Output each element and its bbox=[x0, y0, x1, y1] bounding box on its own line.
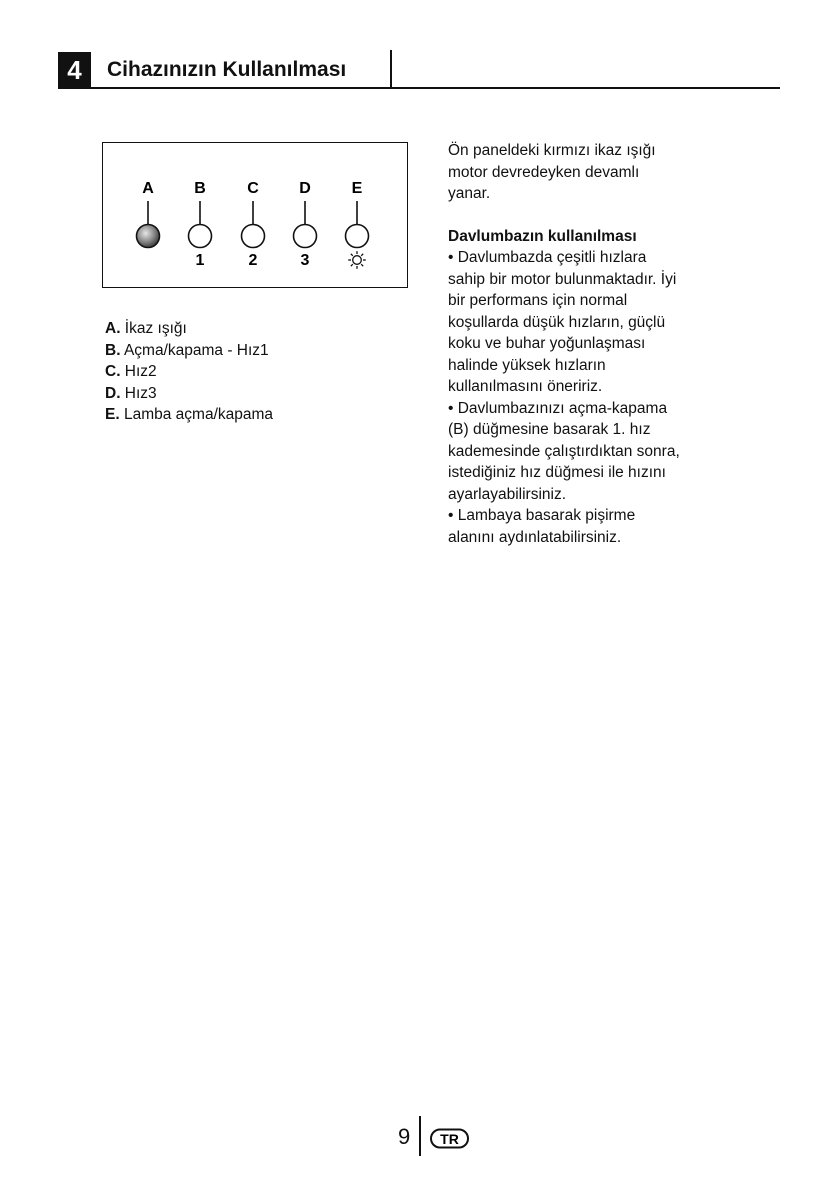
body-line: ayarlayabilirsiniz. bbox=[448, 485, 567, 503]
body-line: koşullarda düşük hızların, güçlü bbox=[448, 313, 666, 331]
legend-key: B. bbox=[105, 341, 121, 359]
button-letter-e: E bbox=[351, 180, 363, 197]
button-number-1: 1 bbox=[195, 252, 205, 269]
control-panel-svg bbox=[103, 143, 409, 289]
intro-line: yanar. bbox=[448, 185, 491, 202]
button-letter-a: A bbox=[142, 180, 154, 197]
language-code: TR bbox=[440, 1131, 459, 1147]
body-line: (B) düğmesine basarak 1. hız bbox=[448, 421, 651, 438]
body-line: koku ve buhar yoğunlaşması bbox=[448, 335, 646, 352]
lamp-icon bbox=[348, 251, 366, 269]
legend-key: D. bbox=[105, 384, 121, 402]
warning-light bbox=[137, 225, 160, 248]
legend-item bbox=[105, 340, 273, 362]
legend-key: E. bbox=[105, 406, 120, 423]
page-number: 9 bbox=[398, 1124, 411, 1149]
intro-line: Ön paneldeki kırmızı ikaz ışığı bbox=[448, 142, 656, 159]
button-letter-c: C bbox=[247, 180, 259, 197]
body-line: • Davlumbazınızı açma-kapama bbox=[448, 399, 668, 417]
body-line: sahip bir motor bulunmaktadır. İyi bbox=[448, 270, 677, 288]
control-panel-diagram bbox=[102, 142, 408, 288]
legend-item bbox=[105, 383, 273, 405]
section-heading: Davlumbazın kullanılması bbox=[448, 227, 637, 245]
legend-text: Hız3 bbox=[120, 384, 157, 402]
speed2-button bbox=[242, 225, 265, 248]
panel-button-b bbox=[189, 180, 212, 269]
button-letter-d: D bbox=[299, 180, 311, 197]
body-line: bir performans için normal bbox=[448, 292, 628, 309]
button-number-3: 3 bbox=[300, 252, 310, 269]
button-number-2: 2 bbox=[248, 252, 258, 269]
legend-item bbox=[105, 318, 273, 340]
body-line: • Lambaya basarak pişirme bbox=[448, 507, 636, 524]
button-letter-b: B bbox=[194, 180, 206, 197]
language-badge bbox=[430, 1128, 470, 1150]
body-line: istediğiniz hız düğmesi ile hızını bbox=[448, 464, 666, 481]
footer-divider bbox=[419, 1116, 421, 1156]
legend-text: Lamba açma/kapama bbox=[119, 406, 274, 423]
legend-item bbox=[105, 404, 273, 426]
panel-button-d bbox=[294, 180, 317, 269]
legend-key: C. bbox=[105, 363, 121, 380]
body-line: alanını aydınlatabilirsiniz. bbox=[448, 528, 622, 546]
legend-item bbox=[105, 361, 273, 383]
legend-key: A. bbox=[105, 320, 121, 337]
legend-text: İkaz ışığı bbox=[120, 320, 187, 337]
usage-text-column bbox=[448, 140, 748, 548]
body-line: • Davlumbazda çeşitli hızlara bbox=[448, 249, 647, 266]
body-line: kullanılmasını öneririz. bbox=[448, 378, 603, 395]
header-rule bbox=[58, 87, 780, 89]
speed3-button bbox=[294, 225, 317, 248]
body-line: kademesinde çalıştırdıktan sonra, bbox=[448, 442, 680, 460]
panel-button-e bbox=[346, 180, 369, 269]
header-divider bbox=[390, 50, 392, 88]
legend-text: Hız2 bbox=[120, 363, 157, 380]
button-legend bbox=[105, 318, 273, 426]
power-speed1-button bbox=[189, 225, 212, 248]
legend-text: Açma/kapama - Hız1 bbox=[120, 341, 269, 359]
section-number: 4 bbox=[58, 52, 91, 88]
panel-button-c bbox=[242, 180, 265, 269]
page-title: Cihazınızın Kullanılması bbox=[107, 58, 347, 81]
lamp-button bbox=[346, 225, 369, 248]
intro-line: motor devredeyken devamlı bbox=[448, 163, 640, 181]
panel-button-a bbox=[137, 180, 160, 248]
body-line: halinde yüksek hızların bbox=[448, 356, 606, 374]
